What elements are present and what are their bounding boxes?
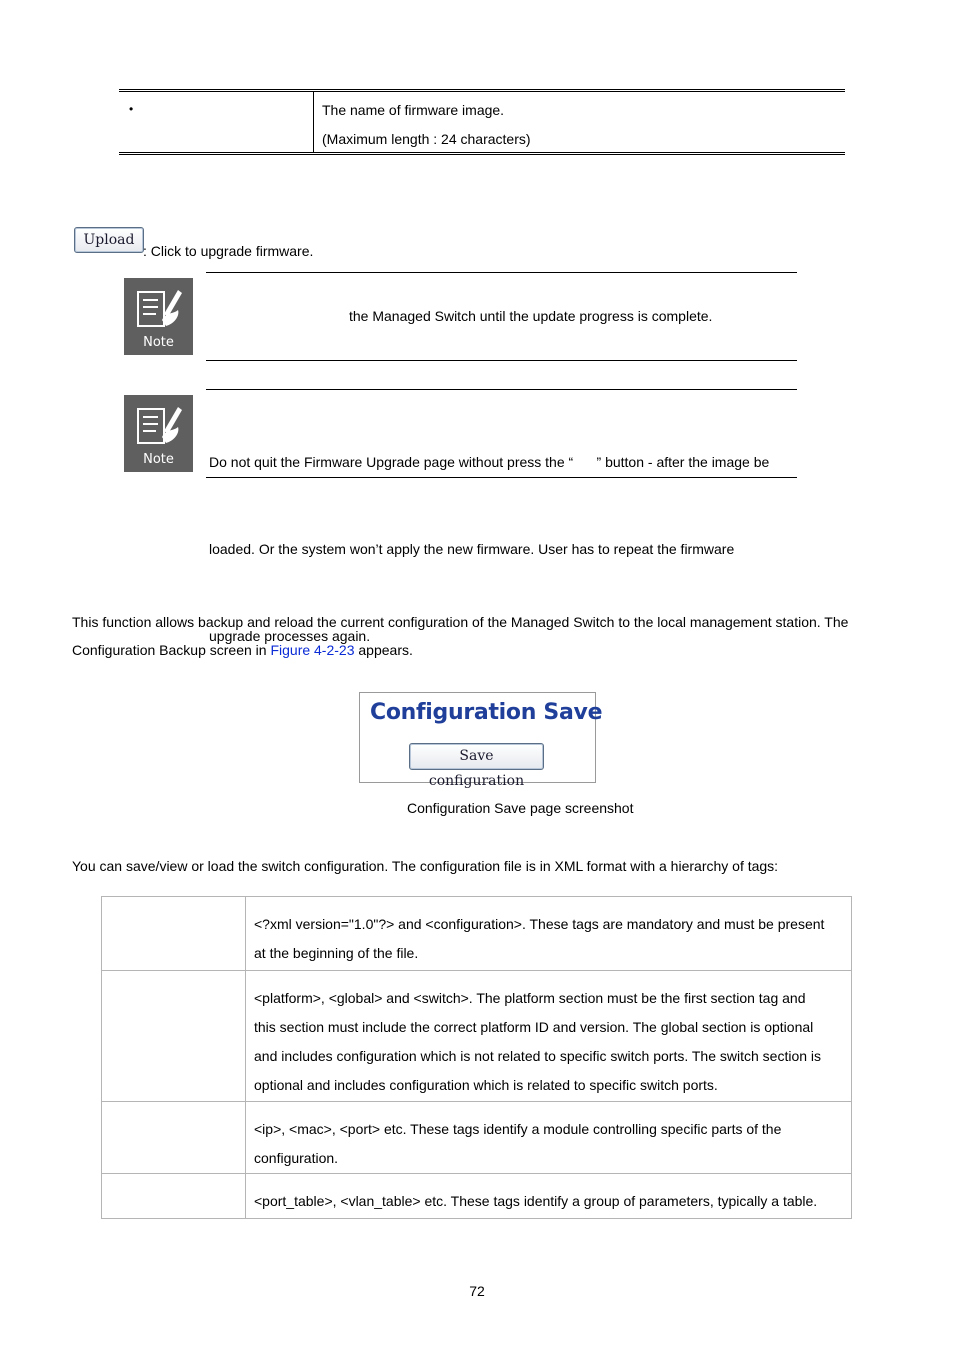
table-row: [102, 897, 852, 971]
tag-description-cell: [246, 971, 852, 1102]
intro-paragraph: [72, 608, 892, 664]
configuration-save-title: Configuration Save: [370, 700, 603, 725]
parameter-description-line2: (Maximum length : 24 characters): [322, 131, 531, 147]
tag-label-cell: [102, 1174, 246, 1219]
note-icon: [124, 395, 193, 472]
description-line: <port_table>, <vlan_table> etc. These tags identify a group of parameters, typically a table.: [254, 1193, 818, 1209]
description-line: <ip>, <mac>, <port> etc. These tags identify a module controlling specific parts of the: [254, 1121, 782, 1137]
note-icon: [124, 278, 193, 355]
upload-button[interactable]: Upload: [74, 227, 144, 253]
tag-description-cell: [246, 1174, 852, 1219]
note-icon-label: Note: [143, 335, 174, 350]
note-pencil-icon: [134, 401, 184, 449]
tag-label-cell: [102, 971, 246, 1102]
note-pencil-icon: [134, 284, 184, 332]
description-line: optional and includes configuration which is related to specific switch ports.: [254, 1077, 718, 1093]
note2-line1: Do not quit the Firmware Upgrade page without press the “ ” button - after the image be: [209, 454, 770, 470]
upload-description: : Click to upgrade firmware.: [143, 243, 314, 259]
page-number: 72: [469, 1283, 485, 1299]
description-line: configuration.: [254, 1150, 339, 1166]
table-column-divider: [313, 92, 314, 152]
description-line: <platform>, <global> and <switch>. The platform section must be the first section tag and: [254, 990, 806, 1006]
intro-line2-suffix: appears.: [354, 642, 413, 658]
note2-line3: upgrade processes again.: [209, 628, 371, 644]
note1-text: the Managed Switch until the update progress is complete.: [349, 308, 713, 324]
tag-description-cell: [246, 1102, 852, 1174]
tag-label-cell: [102, 897, 246, 971]
tag-description-cell: [246, 897, 852, 971]
parameter-table: [119, 89, 845, 155]
configuration-save-screenshot: [359, 692, 603, 789]
note2-line2: loaded. Or the system won’t apply the new firmware. User has to repeat the firmware: [209, 541, 735, 557]
intro-line2-prefix: Configuration Backup screen in: [72, 642, 271, 658]
parameter-description-line1: The name of firmware image.: [322, 102, 505, 118]
figure-link[interactable]: Figure 4-2-23: [270, 642, 355, 658]
note1-top-rule: [206, 272, 797, 273]
description-line: <?xml version="1.0"?> and <configuration>. These tags are mandatory and must be present: [254, 916, 825, 932]
tag-label-cell: [102, 1102, 246, 1174]
tags-intro: You can save/view or load the switch configuration. The configuration file is in XML format with a hierarchy of tags:: [72, 858, 779, 874]
table-row: [102, 1174, 852, 1219]
tags-table: [101, 896, 852, 1219]
intro-line1: This function allows backup and reload the current configuration of the Managed Switch to the local management station. The: [72, 614, 849, 630]
save-configuration-button[interactable]: Save configuration: [409, 743, 544, 770]
parameter-bullet: •: [129, 102, 134, 116]
description-line: and includes configuration which is not related to specific switch ports. The switch section is: [254, 1048, 822, 1064]
table-row: [102, 971, 852, 1102]
intro-line2: [72, 636, 892, 664]
figure-caption: Configuration Save page screenshot: [407, 800, 634, 816]
description-line: at the beginning of the file.: [254, 945, 419, 961]
table-row: [102, 1102, 852, 1174]
note2-bottom-rule: [206, 477, 797, 478]
note1-bottom-rule: [206, 360, 797, 361]
note-icon-label: Note: [143, 452, 174, 467]
description-line: this section must include the correct platform ID and version. The global section is optional: [254, 1019, 814, 1035]
